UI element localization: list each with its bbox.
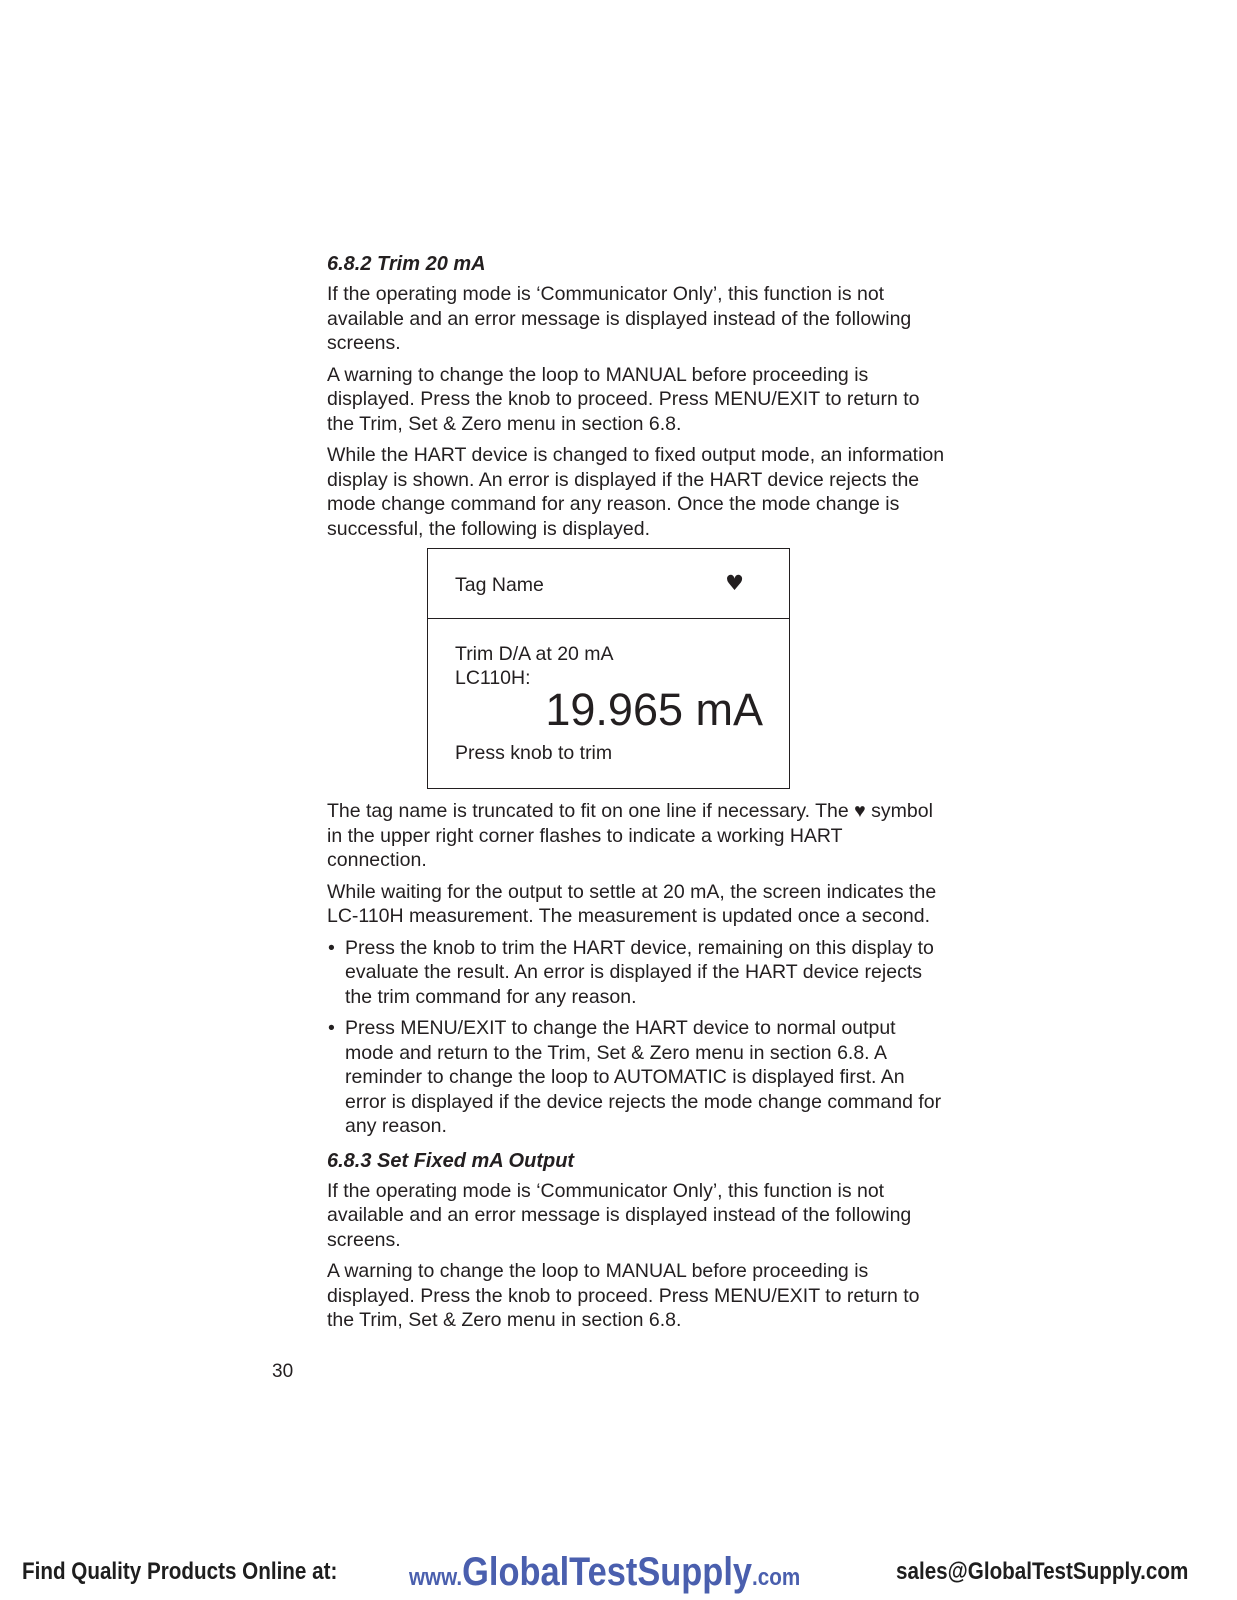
website-name: GlobalTestSupply	[462, 1550, 753, 1594]
paragraph: If the operating mode is ‘Communicator Only’, this function is not available and an error message is displayed instead of the following screens.	[327, 1179, 912, 1251]
bullet-icon: •	[328, 1017, 335, 1039]
paragraph: While waiting for the output to settle at 20 mA, the screen indicates the LC-110H measurement. The measurement is updated once a second.	[327, 880, 937, 927]
page-content	[327, 252, 945, 1340]
list-item-text: Press MENU/EXIT to change the HART device to normal output mode and return to the Trim, Set & Zero menu in section 6.8. A reminder to change the loop to AUTOMATIC is displayed first. An error is displayed if the device rejects the mode change command for any reason.	[345, 1017, 942, 1137]
lc110h-label: LC110H:	[455, 667, 531, 689]
footer-tagline: Find Quality Products Online at:	[22, 1558, 338, 1585]
list-item-text: Press the knob to trim the HART device, remaining on this display to evaluate the result. An error is displayed if the HART device rejects the trim command for any reason.	[345, 936, 934, 1008]
bullet-list	[327, 936, 945, 1139]
footer-website-link[interactable]	[409, 1550, 800, 1595]
website-suffix: .com	[752, 1564, 801, 1591]
paragraph: A warning to change the loop to MANUAL before proceeding is displayed. Press the knob to proceed. Press MENU/EXIT to return to the Trim, Set & Zero menu in section 6.8.	[327, 1260, 920, 1331]
press-knob-prompt: Press knob to trim	[455, 742, 613, 764]
list-item	[327, 936, 945, 1010]
bullet-icon: •	[328, 936, 335, 959]
paragraph: The tag name is truncated to fit on one line if necessary. The ♥ symbol in the upper right corner flashes to indicate a working HART connection.	[327, 800, 933, 871]
website-prefix: www.	[409, 1564, 463, 1591]
tag-name-label: Tag Name	[455, 574, 544, 596]
display-header	[428, 549, 789, 619]
heart-icon: ♥	[725, 571, 744, 595]
footer-email-link[interactable]: sales@GlobalTestSupply.com	[896, 1558, 1189, 1585]
footer-banner	[0, 1550, 1237, 1600]
paragraph: A warning to change the loop to MANUAL before proceeding is displayed. Press the knob to proceed. Press MENU/EXIT to return to the Trim, Set & Zero menu in section 6.8.	[327, 363, 920, 435]
page-number: 30	[272, 1361, 294, 1382]
section-heading-trim-20ma: 6.8.2 Trim 20 mA	[327, 253, 486, 275]
device-display-figure	[427, 548, 790, 789]
trim-da-label: Trim D/A at 20 mA	[455, 643, 614, 665]
paragraph: While the HART device is changed to fixed output mode, an information display is shown. An error is displayed if the HART device rejects the mode change command for any reason. Once the mode change is successful, the following is displayed.	[327, 444, 945, 540]
ma-reading: 19.965 mA	[545, 684, 763, 735]
list-item	[327, 1016, 945, 1139]
section-heading-set-fixed-ma: 6.8.3 Set Fixed mA Output	[327, 1149, 575, 1172]
paragraph: If the operating mode is ‘Communicator Only’, this function is not available and an error message is displayed instead of the following screens.	[327, 283, 912, 354]
